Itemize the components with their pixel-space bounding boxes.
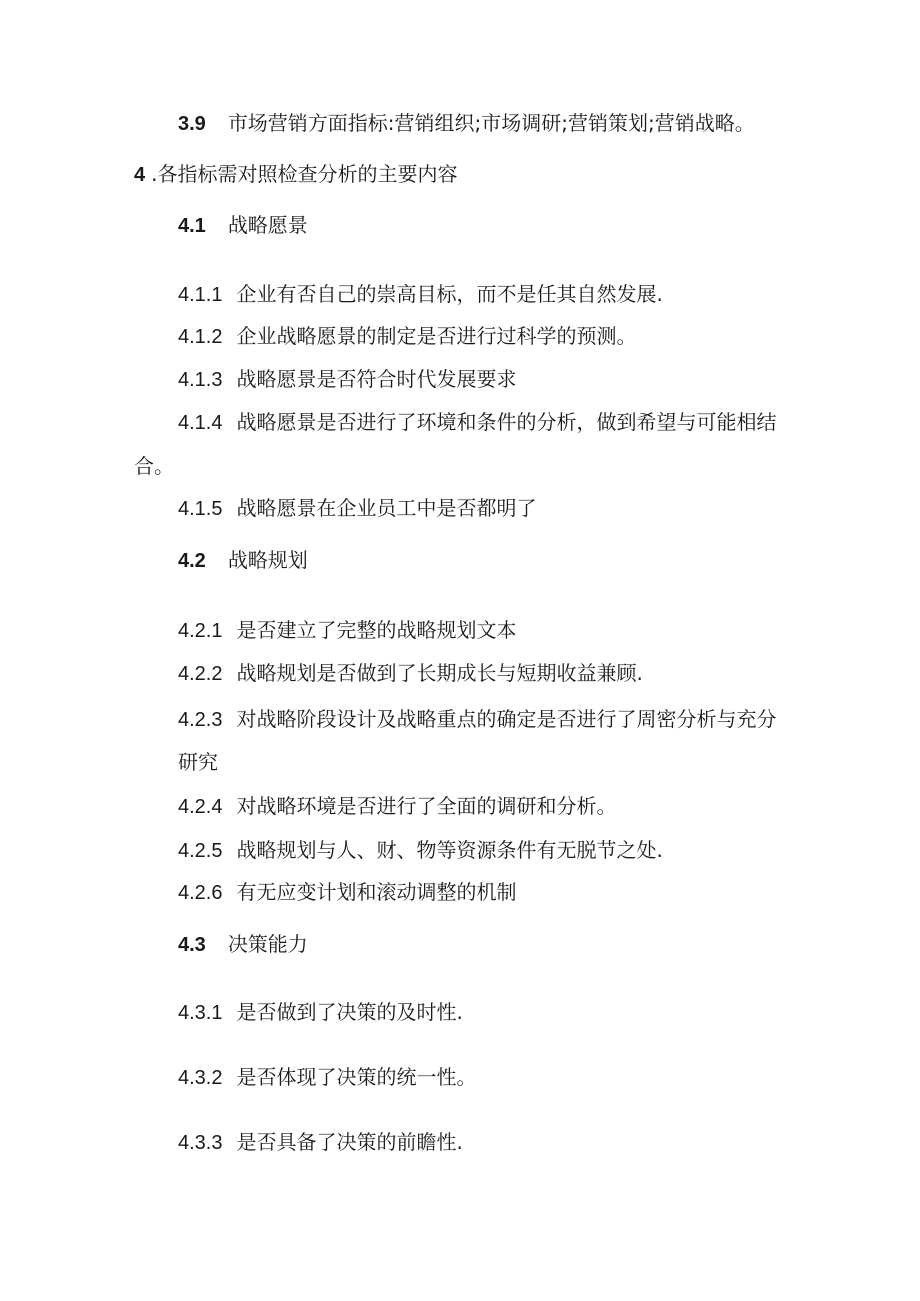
item-number: 4.1.2 [178, 326, 223, 348]
item-number: 4.2.1 [178, 620, 223, 642]
item-number: 4.2.2 [178, 663, 223, 685]
item-4-1-5 [178, 496, 536, 521]
item-4-1-4-continuation [134, 454, 174, 478]
section-text: 战略愿景 [227, 213, 308, 237]
section-number: 3.9 [178, 113, 206, 135]
item-text: 战略规划与人、财、物等资源条件有无脱节之处. [236, 838, 663, 862]
section-text: 市场营销方面指标:营销组织;市场调研;营销策划;营销战略。 [227, 111, 755, 135]
item-number: 4.2.3 [178, 709, 223, 731]
item-4-3-1 [178, 1000, 463, 1025]
item-number: 4.2.6 [178, 882, 223, 904]
item-4-2-4 [178, 794, 616, 819]
item-number: 4.3.3 [178, 1132, 223, 1154]
item-number: 4.1.1 [178, 284, 223, 306]
section-4-1-heading [178, 213, 308, 238]
item-text: 战略愿景是否进行了环境和条件的分析，做到希望与可能相结 [236, 410, 777, 434]
section-text: .各指标需对照检查分析的主要内容 [151, 162, 458, 186]
section-4-heading [134, 162, 457, 187]
item-4-1-4 [178, 410, 776, 435]
item-number: 4.2.5 [178, 840, 223, 862]
item-number: 4.3.2 [178, 1067, 223, 1089]
section-text: 决策能力 [227, 932, 308, 956]
item-text: 企业战略愿景的制定是否进行过科学的预测。 [236, 324, 637, 348]
item-4-1-1 [178, 282, 663, 307]
section-text: 战略规划 [227, 548, 308, 572]
item-text: 企业有否自己的崇高目标，而不是任其自然发展. [236, 282, 663, 306]
item-4-2-2 [178, 661, 643, 686]
section-3-9 [178, 111, 755, 136]
item-4-2-3 [178, 707, 776, 732]
section-number: 4.1 [178, 215, 206, 237]
item-text: 战略规划是否做到了长期成长与短期收益兼顾. [236, 661, 643, 685]
item-text: 是否体现了决策的统一性。 [236, 1065, 477, 1089]
section-number: 4.3 [178, 934, 206, 956]
item-text: 是否做到了决策的及时性. [236, 1000, 463, 1024]
item-text: 对战略阶段设计及战略重点的确定是否进行了周密分析与充分 [236, 707, 777, 731]
item-number: 4.1.5 [178, 498, 223, 520]
item-text: 研究 [178, 750, 218, 774]
item-number: 4.1.3 [178, 369, 223, 391]
item-text: 是否建立了完整的战略规划文本 [236, 618, 517, 642]
item-text: 对战略环境是否进行了全面的调研和分析。 [236, 794, 617, 818]
section-4-3-heading [178, 932, 308, 957]
item-text: 是否具备了决策的前瞻性. [236, 1130, 463, 1154]
item-number: 4.2.4 [178, 796, 223, 818]
section-number: 4.2 [178, 550, 206, 572]
item-text: 合。 [134, 454, 174, 478]
item-4-2-6 [178, 880, 516, 905]
item-4-3-2 [178, 1065, 476, 1090]
item-number: 4.3.1 [178, 1002, 223, 1024]
item-4-2-3-continuation [178, 750, 218, 774]
item-4-3-3 [178, 1130, 463, 1155]
item-text: 战略愿景是否符合时代发展要求 [236, 367, 517, 391]
item-4-1-3 [178, 367, 516, 392]
item-text: 有无应变计划和滚动调整的机制 [236, 880, 517, 904]
item-4-1-2 [178, 324, 636, 349]
item-4-2-5 [178, 838, 663, 863]
section-number: 4 [134, 164, 146, 186]
item-number: 4.1.4 [178, 412, 223, 434]
item-4-2-1 [178, 618, 516, 643]
item-text: 战略愿景在企业员工中是否都明了 [236, 496, 537, 520]
section-4-2-heading [178, 548, 308, 573]
